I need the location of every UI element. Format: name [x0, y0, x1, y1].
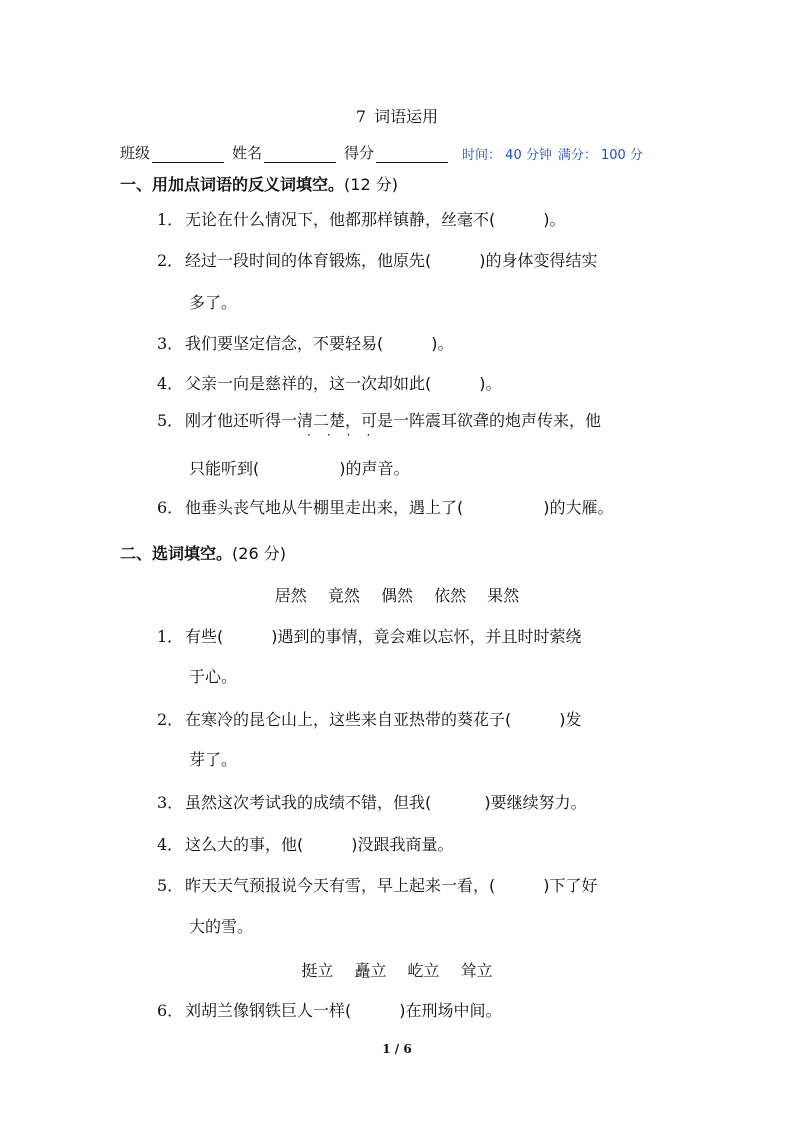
section-1-points: (12 分) [344, 175, 398, 194]
choice-word: 依然 [434, 586, 467, 605]
time-limit: 时间： 40 分钟 [462, 148, 552, 163]
question-text: 刘胡兰像钢铁巨人一样( )在刑场中间。 [185, 1001, 502, 1020]
question-2-6 [157, 1001, 502, 1021]
question-text: 我们要坚定信念，不要轻易( )。 [185, 334, 454, 353]
word-choices-a [0, 583, 794, 606]
question-text: 他垂头丧气地从牛棚里走出来，遇上了( )的大雁。 [185, 498, 614, 517]
question-1-3 [157, 334, 454, 354]
page-number: 1 / 6 [382, 1042, 412, 1056]
question-number: 2． [157, 251, 184, 270]
question-number: 1． [157, 210, 184, 229]
question-text: 经过一段时间的体育锻炼，他原先( )的身体变得结实 [185, 251, 598, 270]
question-number: 2． [157, 710, 184, 729]
question-number: 3． [157, 793, 184, 812]
name-blank[interactable] [264, 147, 336, 163]
question-1-5-continued: 只能听到( )的声音。 [189, 459, 410, 478]
question-text: 虽然这次考试我的成绩不错，但我( )要继续努力。 [185, 793, 587, 812]
choice-word: 果然 [487, 586, 520, 605]
question-2-2-continued: 芽了。 [189, 750, 238, 769]
question-1-2 [157, 251, 598, 271]
question-text: 在寒冷的昆仑山上，这些来自亚热带的葵花子( )发 [185, 710, 582, 729]
title-text: 词语运用 [374, 107, 439, 126]
question-2-1-continued: 于心。 [189, 667, 238, 686]
choice-word: 挺立 [301, 961, 334, 980]
class-field [120, 142, 224, 163]
question-2-2 [157, 710, 582, 730]
score-label: 得分 [344, 144, 375, 162]
question-1-4 [157, 374, 502, 394]
student-info-row [120, 142, 649, 163]
question-1-1 [157, 210, 566, 230]
choice-word: 耸立 [460, 961, 493, 980]
page-title [0, 104, 794, 127]
question-number: 3． [157, 334, 184, 353]
choice-word: 居然 [274, 586, 307, 605]
section-1-heading [120, 172, 398, 195]
question-text: 父亲一向是慈祥的，这一次却如此( )。 [185, 374, 502, 393]
question-text: 刚才他还听得一清二楚，可是一阵震耳欲聋的炮声传来，他 [185, 411, 602, 430]
question-1-6 [157, 498, 614, 518]
emphasis-dots: ···· [307, 428, 387, 442]
section-1-title: 一、用加点词语的反义词填空。 [120, 175, 345, 194]
question-number: 4． [157, 835, 184, 854]
question-number: 5． [157, 876, 184, 895]
question-number: 6． [157, 1001, 184, 1020]
question-number: 6． [157, 498, 184, 517]
class-label: 班级 [120, 144, 151, 162]
class-blank[interactable] [152, 147, 224, 163]
question-text: 有些( )遇到的事情，竟会难以忘怀，并且时时萦绕 [185, 627, 582, 646]
section-2-points: (26 分) [232, 544, 286, 563]
question-number: 1． [157, 627, 184, 646]
section-2-heading [120, 541, 286, 564]
choice-word: 竟然 [327, 586, 360, 605]
question-text: 这么大的事，他( )没跟我商量。 [185, 835, 454, 854]
name-label: 姓名 [232, 144, 263, 162]
question-1-2-continued: 多了。 [189, 293, 238, 312]
title-number: 7 [355, 107, 367, 126]
exam-info [462, 144, 649, 163]
choice-word: 矗立 [354, 961, 387, 980]
word-choices-b [0, 958, 794, 981]
score-field [344, 142, 448, 163]
section-2-title: 二、选词填空。 [120, 544, 233, 563]
question-number: 5． [157, 411, 184, 430]
question-2-5 [157, 876, 598, 896]
question-text: 昨天天气预报说今天有雪，早上起来一看，( )下了好 [185, 876, 598, 895]
question-2-5-continued: 大的雪。 [189, 917, 254, 936]
question-2-3 [157, 793, 587, 813]
score-blank[interactable] [376, 147, 448, 163]
full-score: 满分： 100 分 [557, 148, 643, 163]
choice-word: 偶然 [380, 586, 413, 605]
name-field [232, 142, 336, 163]
choice-word: 屹立 [407, 961, 440, 980]
question-number: 4． [157, 374, 184, 393]
question-2-1 [157, 627, 582, 647]
question-text: 无论在什么情况下，他都那样镇静，丝毫不( )。 [185, 210, 566, 229]
question-2-4 [157, 835, 454, 855]
